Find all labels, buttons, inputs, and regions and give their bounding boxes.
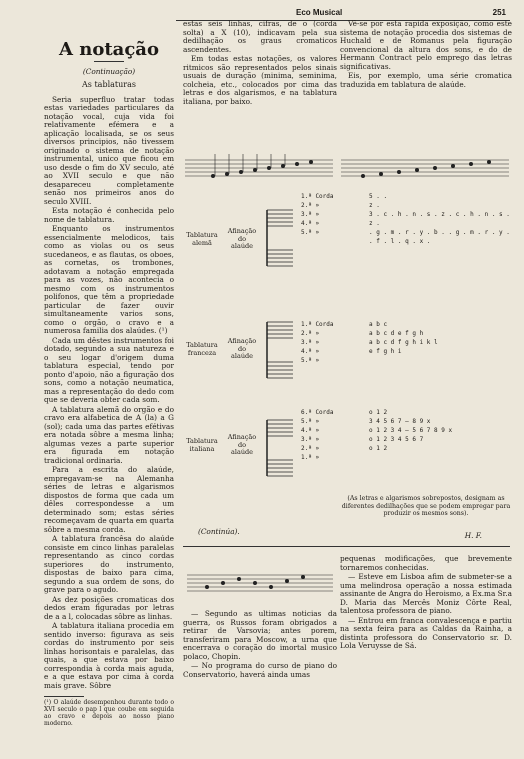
tuning-label: Afinação do alaúde bbox=[227, 227, 257, 250]
tablature-italian bbox=[183, 406, 512, 496]
news-item: — Entrou em franca convalescença e partiu na sexta feira para as Caldas da Rainha, a distinta professora do Conservatorio sr. D. Lola Veruysse de Sá. bbox=[340, 615, 512, 650]
tablature-german bbox=[183, 192, 512, 282]
paragraph: estas seis linhas, cifras, de o (corda solta) a X (10), indicavam pela sua dedilhação os graus cromaticos ascendentes. bbox=[183, 19, 337, 54]
tablature-rows: a b c a b c d e f g h a b c d f g h i k l e f g h i bbox=[369, 321, 438, 355]
figure-caption: (As letras e algarismos sobrepostos, designam as diferentes dedilhações que se podem empregar para produzir os mesmos sons). bbox=[341, 495, 511, 517]
paragraph: A tablatura alemã do orgão e do cravo era alfabetica de A (la) a G (sol); cada uma das partes efétivas era notada sôbre a mesma linha; algumas vezes a parte superior era figurada em notação tradicional ordinaria. bbox=[44, 404, 174, 465]
tuning-staff bbox=[265, 410, 295, 490]
section-divider bbox=[183, 546, 510, 547]
column-3-bottom bbox=[340, 555, 512, 652]
continued-note: (Continúa). bbox=[198, 527, 240, 536]
paragraph: Enquanto os instrumentos essencialmente melodicos, tais como as violas ou os seus sucedaneos, e as flautas, os oboes, as cornetas, os trombones, adotavam a notação empregada para as vozes, não acontecia o mesmo com os instrumentos polifonos, que têm a propriedade particular de fazer ouvir simultaneamente varios sons, como o orgão, o cravo e a numerosa familia dos alaúdes. (¹) bbox=[44, 224, 174, 335]
column-1 bbox=[44, 38, 174, 727]
article-title: A notação bbox=[59, 39, 159, 60]
paragraph: Eis, por exemplo, uma série cromatica traduzida em tablatura de alaúde. bbox=[340, 71, 512, 89]
title-rule bbox=[94, 61, 124, 62]
string-labels: 6.ª Corda 5.ª » 4.ª » 3.ª » 2.ª » 1.ª » bbox=[301, 409, 334, 461]
tablature-label: Tablatura alemã bbox=[186, 231, 218, 247]
paragraph: Vê-se por esta rapida exposição, como este sistema de notação procedia dos sistemas de Huchald e de Romanus pela figuração convencional da altura dos sons, e do de Hermann Contract pelo emprego das letras significativas. bbox=[340, 19, 512, 71]
column-3 bbox=[340, 20, 512, 90]
news-item: pequenas modificações, que brevemente tornaremos conhecidas. bbox=[340, 554, 512, 572]
paragraph: A tablatura francêsa do alaúde consiste em cinco linhas paralelas representando as cinco cordas superiores do instrumento, dispostas de baixo para cima, segundo a sua ordem de sons, do grave para o agudo. bbox=[44, 534, 174, 594]
tablature-rows: o 1 2 3 4 5 6 7 — 8 9 x o 1 2 3 4 — 5 6 7 8 9 x o 1 2 3 4 5 6 7 o 1 2 bbox=[369, 409, 453, 452]
paragraph: As dez posições cromaticas dos dedos eram figuradas por letras de a a l, colocadas sôbre as linhas. bbox=[44, 594, 174, 621]
string-labels: 1.ª Corda 2.ª » 3.ª » 4.ª » 5.ª » bbox=[301, 321, 334, 364]
news-item: — Segundo as ultimas noticias da guerra, os Russos foram obrigados a retirar de Varsovia; antes porem, transferiram para Moscow, a urna que encerrava o coração do imortal musico polaco, Chopin. bbox=[183, 609, 337, 661]
paragraph: Em todas estas notações, os valores ritmicos são representados pelos sinais usuais de duração (minima, seminima, colcheia, etc., colocados por cima das letras e dos algarismos, e na tablatura italiana, por baixo. bbox=[183, 54, 337, 106]
paragraph: Seria superfluo tratar todas estas variedades particulares da notação vocal, cuja vida foi relativamente efémera e a aplicação localisada, se os seus diversos principios, não tivessem originado o sistema de notação instrumental, unico que ficou em uso desde o fim do XV seculo, até ao XVII seculo e que não desapareceu completamente senão nos primeiros anos do seculo XVIII. bbox=[44, 94, 174, 206]
paragraph: Para a escrita do alaúde, empregavam-se na Alemanha séries de letras e algarismos dispostos de forma que cada um dêles correspondesse a um determinado som; estas séries recomeçavam de quarta em quarta sôbre a mesma corda. bbox=[44, 465, 174, 534]
music-fragment bbox=[183, 565, 337, 605]
column-2-bottom bbox=[183, 610, 337, 680]
chromatic-scale-music bbox=[183, 148, 512, 188]
paragraph: Cada um dêstes instrumentos foi dotado, segundo a sua natureza e o seu logar d'origem duma tablatura especial, tendo por ponto d'apoio, não a figuração dos sons, como a notação neumatica, mas a representação do dedo com que se deveria obter cada som. bbox=[44, 335, 174, 404]
author-signature: H. F. bbox=[464, 531, 482, 540]
page-number: 251 bbox=[492, 8, 506, 17]
paragraph: Esta notação é conhecida pelo nome de tablatura. bbox=[44, 206, 174, 224]
tuning-label: Afinação do alaúde bbox=[227, 337, 257, 360]
news-item: — Esteve em Lisboa afim de submeter-se a uma melindrosa operação a nossa estimada assinante de Angra do Heroismo, a Ex.ma Sr.a D. Maria das Mercês Moniz Côrte Real, talentosa professora de piano. bbox=[340, 572, 512, 615]
tuning-staff bbox=[265, 200, 295, 280]
tuning-label: Afinação do alaúde bbox=[227, 433, 257, 456]
tuning-staff bbox=[265, 312, 295, 392]
footnote: (¹) O alaúde desempenhou durante todo o XVI seculo o pap l que coube em seguida ao cravo e depois ao nosso piano moderno. bbox=[44, 699, 174, 727]
tablature-rows: 5 . . z . 3 . c . h . n . s . z . c . h . n . s . z . . g . m . r . y . b . . g . m . r . y . . f . l . q . x . bbox=[369, 193, 510, 245]
column-2 bbox=[183, 20, 337, 107]
tablature-label: Tablatura italiana bbox=[186, 437, 218, 453]
journal-title: Eco Musical bbox=[296, 8, 343, 17]
section-heading: As tablaturas bbox=[82, 80, 136, 89]
tablature-french bbox=[183, 308, 512, 398]
string-labels: 1.ª Corda 2.ª » 3.ª » 4.ª » 5.ª » bbox=[301, 193, 334, 236]
article-subtitle: (Continuação) bbox=[82, 66, 136, 76]
news-item: — No programa do curso de piano do Conservatorio, haverá ainda umas bbox=[183, 661, 337, 679]
tablature-label: Tablatura franceza bbox=[186, 341, 218, 357]
footnote-rule bbox=[44, 696, 84, 697]
paragraph: A tablatura italiana procedia em sentido inverso: figurava as seis cordas do instrumento por seis linhas horisontais e paralelas, das quais, a que estava por baixo correspondia à corda mais aguda, e a que estava por cima à corda mais grave. Sôbre bbox=[44, 621, 174, 690]
